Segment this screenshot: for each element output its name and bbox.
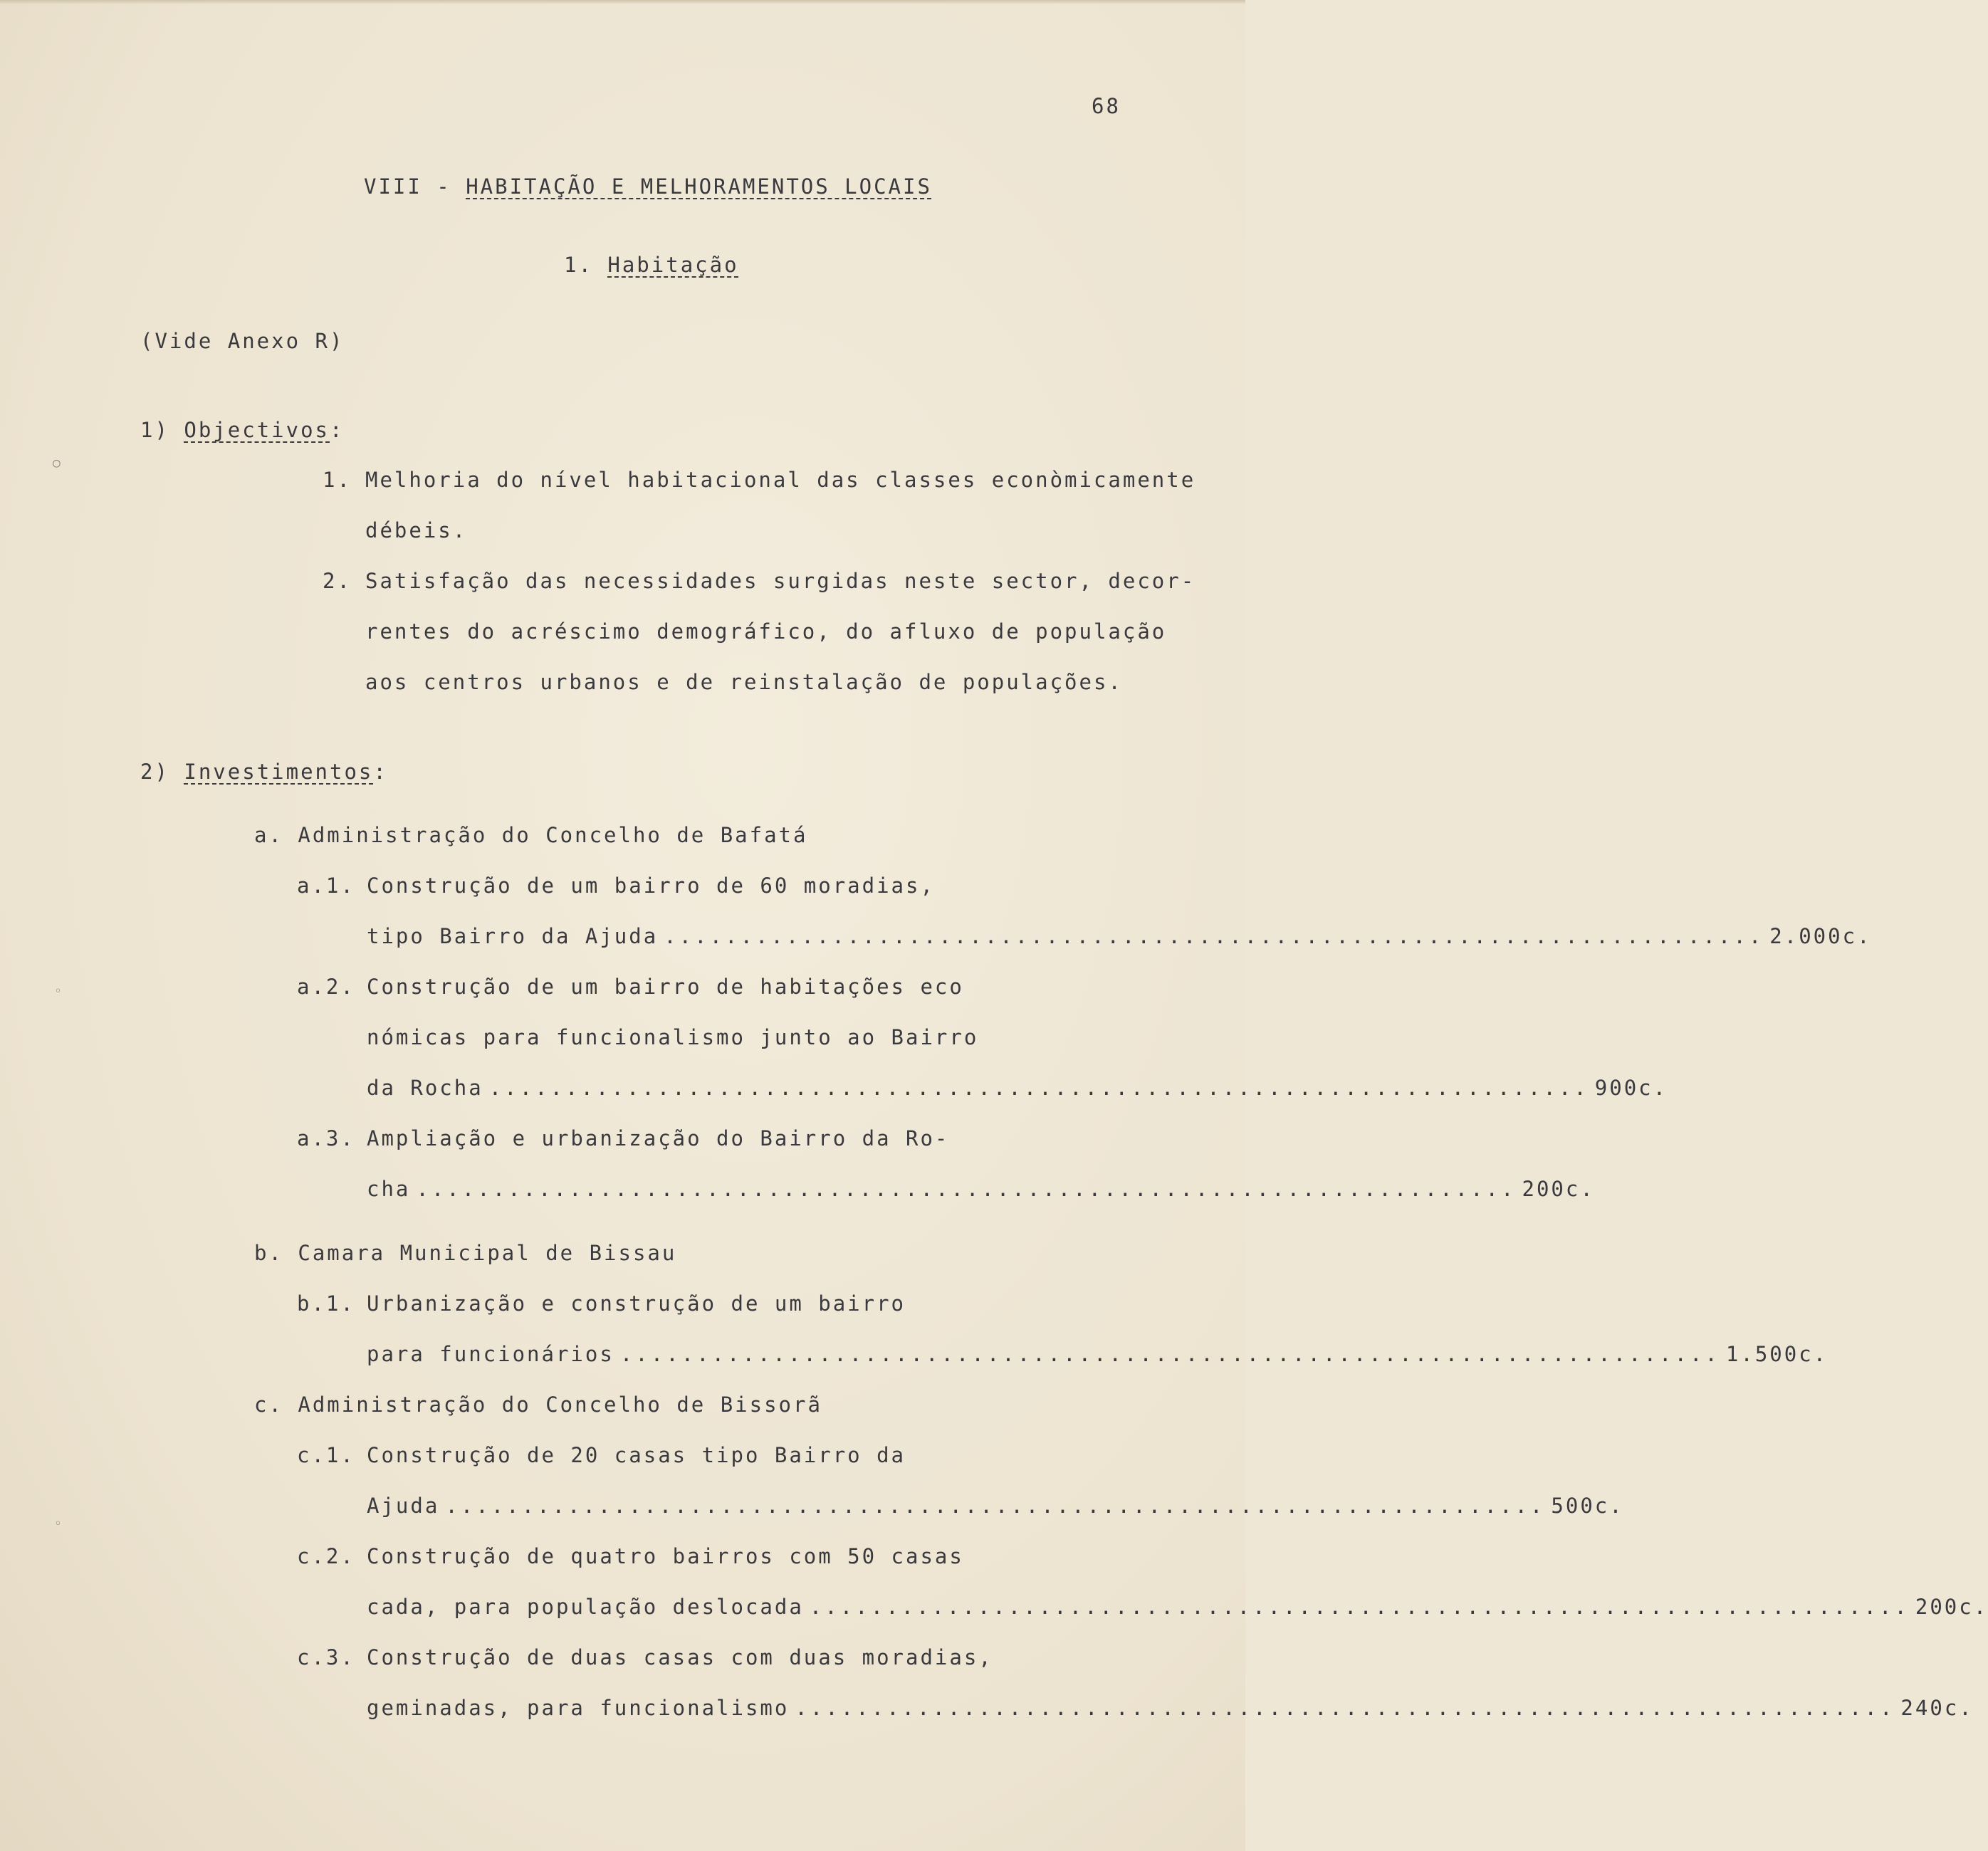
item-text: nómicas para funcionalismo junto ao Bairro [367, 1025, 979, 1049]
investment-group-title: b. Camara Municipal de Bissau [254, 1241, 677, 1265]
dot-leader: ........................................................................ [445, 1494, 1546, 1518]
item-number: a.1. [297, 874, 355, 898]
objective-text: Melhoria do nível habitacional das classes econòmicamente [365, 468, 1196, 492]
item-text: Construção de um bairro de 60 moradias, [367, 874, 935, 898]
item-amount-row [367, 1494, 1624, 1518]
item-unit: c. [1638, 1076, 1668, 1100]
binder-hole-mark: ○ [53, 456, 61, 471]
item-amount: 1.500 [1725, 1342, 1799, 1366]
objective-text: débeis. [365, 518, 468, 542]
investment-group-title: c. Administração do Concelho de Bissorã [254, 1393, 822, 1417]
objective-number: 2. [323, 569, 352, 593]
binder-hole-mark: ◦ [54, 984, 62, 999]
item-unit: c. [1594, 1494, 1624, 1518]
dot-leader: ........................................................................ [619, 1342, 1720, 1366]
dot-leader: ........................................................................ [664, 924, 1764, 948]
item-number: a.2. [297, 975, 355, 999]
item-text: cada, para população deslocada [367, 1595, 804, 1619]
item-amount: 240 [1900, 1696, 1945, 1720]
item-number: c.2. [297, 1544, 355, 1568]
page-number: 68 [1092, 94, 1121, 118]
item-number: b.1. [297, 1291, 355, 1316]
dot-leader: ........................................................................ [795, 1696, 1895, 1720]
objective-number: 1. [323, 468, 352, 492]
item-amount-row [367, 924, 1872, 948]
objective-text: rentes do acréscimo demográfico, do afluxo de população [365, 619, 1167, 644]
item-unit: c. [1959, 1595, 1988, 1619]
item-amount: 900 [1594, 1076, 1639, 1100]
item-amount-row [367, 1696, 1974, 1720]
item-text: Construção de duas casas com duas moradias, [367, 1645, 993, 1669]
item-text: Ampliação e urbanização do Bairro da Ro- [367, 1126, 950, 1150]
chapter-heading [364, 174, 932, 199]
dot-leader: ........................................................................ [809, 1595, 1910, 1619]
item-unit: c. [1799, 1342, 1829, 1366]
item-text: tipo Bairro da Ajuda [367, 924, 659, 948]
item-text: Construção de 20 casas tipo Bairro da [367, 1443, 906, 1467]
item-unit: c. [1842, 924, 1872, 948]
item-amount-row [367, 1177, 1595, 1201]
section-title: Habitação [607, 253, 739, 277]
item-number: a.3. [297, 1126, 355, 1150]
item-text: da Rocha [367, 1076, 483, 1100]
investments-heading: 2) Investimentos: [140, 760, 388, 784]
item-text: para funcionários [367, 1342, 614, 1366]
chapter-number: VIII - [364, 174, 466, 199]
section-heading [564, 255, 739, 276]
item-amount: 200 [1915, 1595, 1960, 1619]
binder-hole-mark: ◦ [54, 1516, 62, 1531]
investments-label: Investimentos [184, 760, 374, 784]
item-text: Construção de quatro bairros com 50 casas [367, 1544, 964, 1568]
item-text: Construção de um bairro de habitações eco [367, 975, 964, 999]
item-amount: 500 [1551, 1494, 1595, 1518]
item-amount-row [367, 1595, 1988, 1619]
objectives-heading: 1) Objectivos: [140, 418, 345, 442]
objective-text: aos centros urbanos e de reinstalação de populações. [365, 670, 1123, 694]
chapter-title: HABITAÇÃO E MELHORAMENTOS LOCAIS [466, 174, 932, 199]
item-unit: c. [1565, 1177, 1595, 1201]
section-number: 1. [564, 253, 608, 277]
objectives-label: Objectivos [184, 418, 330, 442]
item-text: geminadas, para funcionalismo [367, 1696, 790, 1720]
investment-group-title: a. Administração do Concelho de Bafatá [254, 823, 808, 847]
item-number: c.3. [297, 1645, 355, 1669]
item-amount: 200 [1522, 1177, 1566, 1201]
item-text: cha [367, 1177, 411, 1201]
item-amount: 2.000 [1769, 924, 1843, 948]
paper-edge-shadow [0, 0, 1245, 4]
item-amount-row [367, 1076, 1668, 1100]
item-text: Urbanização e construção de um bairro [367, 1291, 906, 1316]
item-unit: c. [1944, 1696, 1974, 1720]
objective-text: Satisfação das necessidades surgidas neste sector, decor- [365, 569, 1196, 593]
item-number: c.1. [297, 1443, 355, 1467]
annex-reference: (Vide Anexo R) [140, 329, 345, 353]
dot-leader: ........................................................................ [488, 1076, 1589, 1100]
dot-leader: ........................................................................ [416, 1177, 1517, 1201]
item-amount-row [367, 1342, 1829, 1366]
item-text: Ajuda [367, 1494, 440, 1518]
